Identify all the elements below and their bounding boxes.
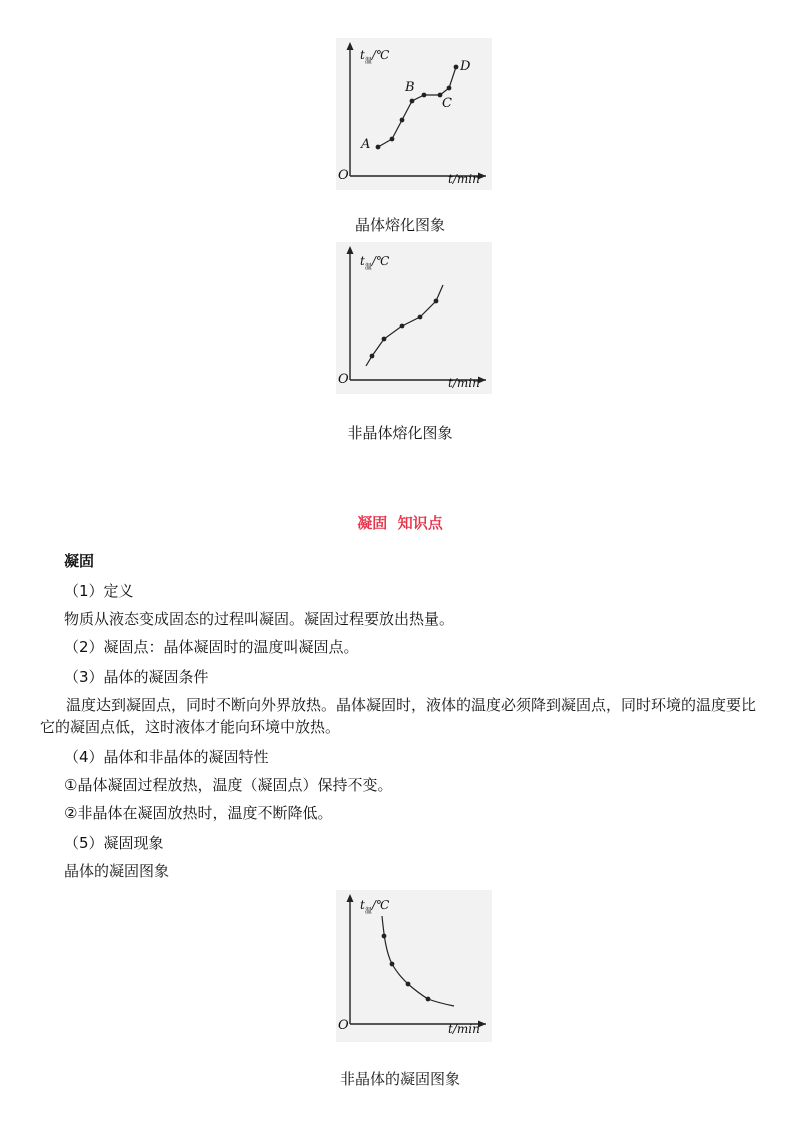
noncrystal-melting-figure bbox=[336, 242, 492, 394]
x-axis-label: t/min bbox=[448, 1022, 480, 1036]
item-characteristics: （4）晶体和非晶体的凝固特性 bbox=[64, 748, 269, 766]
noncrystal-solidify-figure bbox=[336, 890, 492, 1042]
item-freezing-point: （2）凝固点：晶体凝固时的温度叫凝固点。 bbox=[64, 638, 359, 656]
crystal-melting-figure bbox=[336, 38, 492, 190]
crystal-melting-caption: 晶体熔化图象 bbox=[354, 216, 445, 234]
point-label-c: C bbox=[442, 96, 452, 111]
section-heading: 凝固 bbox=[64, 552, 95, 570]
item-conditions-text: 温度达到凝固点，同时不断向外界放热。晶体凝固时，液体的温度必须降到凝固点，同时环境的温度要比它的凝固点低，这时液体才能向环境中放热。 bbox=[40, 696, 757, 736]
point-label-b: B bbox=[405, 80, 415, 95]
x-axis-label: t/min bbox=[448, 172, 480, 186]
y-axis-label: $t_温/℃$ bbox=[360, 48, 390, 65]
item-conditions: （3）晶体的凝固条件 bbox=[64, 668, 209, 686]
point-label-a: A bbox=[361, 137, 371, 152]
item-crystal-solidify-image: 晶体的凝固图象 bbox=[64, 862, 170, 880]
item-definition-text: 物质从液态变成固态的过程叫凝固。凝固过程要放出热量。 bbox=[64, 610, 455, 628]
origin-label: O bbox=[338, 372, 349, 387]
y-axis-label: $t_温/℃$ bbox=[360, 254, 390, 271]
noncrystal-melting-caption: 非晶体熔化图象 bbox=[347, 424, 453, 442]
item-definition: （1）定义 bbox=[64, 582, 134, 600]
section-title: 凝固 知识点 bbox=[357, 514, 443, 532]
y-axis-label: $t_温/℃$ bbox=[360, 898, 390, 915]
x-axis-label: t/min bbox=[448, 376, 480, 390]
item-phenomena: （5）凝固现象 bbox=[64, 834, 164, 852]
point-label-d: D bbox=[460, 59, 471, 74]
item-characteristic-2: ②非晶体在凝固放热时，温度不断降低。 bbox=[64, 804, 333, 822]
origin-label: O bbox=[338, 1018, 349, 1033]
origin-label: O bbox=[338, 168, 349, 183]
noncrystal-solidify-caption: 非晶体的凝固图象 bbox=[339, 1070, 460, 1088]
item-characteristic-1: ①晶体凝固过程放热，温度（凝固点）保持不变。 bbox=[64, 776, 393, 794]
